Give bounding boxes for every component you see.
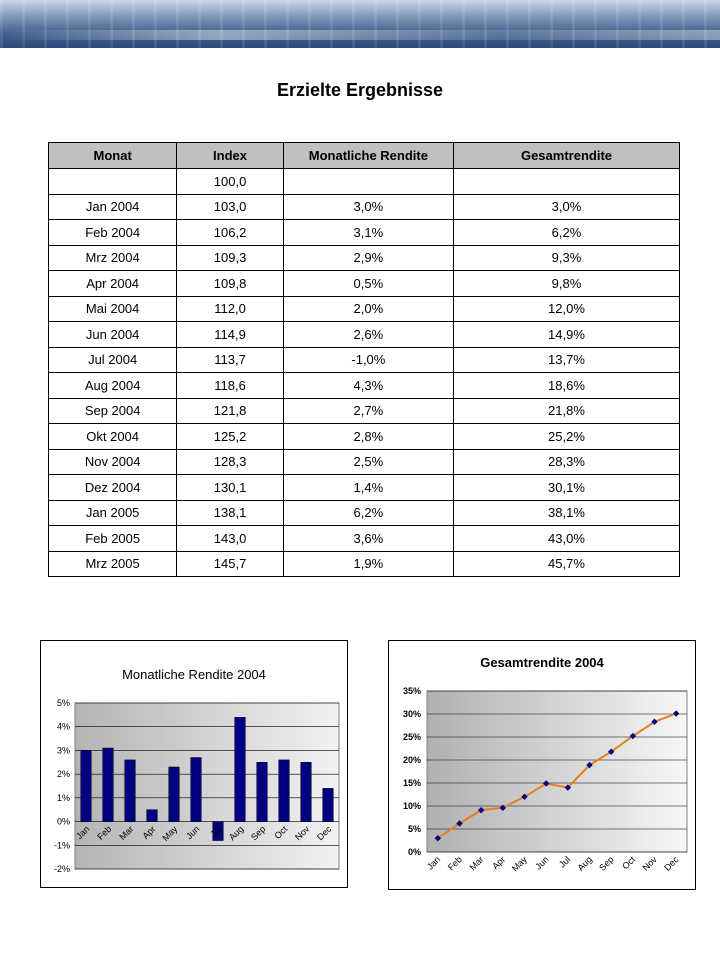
- cell-total-return: 14,9%: [453, 322, 679, 348]
- x-tick-label: May: [509, 854, 529, 874]
- cell-month: Mai 2004: [49, 296, 177, 322]
- cell-month: Feb 2004: [49, 220, 177, 246]
- y-tick-label: 35%: [402, 686, 421, 696]
- y-tick-label: 0%: [407, 847, 421, 857]
- y-tick-label: 10%: [402, 801, 421, 811]
- cell-total-return: 6,2%: [453, 220, 679, 246]
- cell-index: 121,8: [177, 398, 283, 424]
- table-row: [49, 500, 680, 526]
- cell-month: Apr 2004: [49, 271, 177, 297]
- cell-index: 145,7: [177, 551, 283, 577]
- cell-month: Mrz 2004: [49, 245, 177, 271]
- cell-total-return: [453, 169, 679, 195]
- cell-total-return: 38,1%: [453, 500, 679, 526]
- cell-month: Jan 2004: [49, 194, 177, 220]
- table-header-row: [49, 143, 680, 169]
- cell-monthly-return: 3,1%: [283, 220, 453, 246]
- results-table: [48, 142, 680, 577]
- bar-jan: [81, 750, 92, 821]
- table-row: [49, 398, 680, 424]
- cell-total-return: 45,7%: [453, 551, 679, 577]
- x-tick-label: Dec: [315, 823, 334, 843]
- table-row: [49, 322, 680, 348]
- table-row: [49, 169, 680, 195]
- bar-feb: [103, 748, 114, 822]
- cell-total-return: 43,0%: [453, 526, 679, 552]
- cell-month: [49, 169, 177, 195]
- table-row: [49, 296, 680, 322]
- cell-total-return: 28,3%: [453, 449, 679, 475]
- column-header-total-return: Gesamtrendite: [453, 143, 679, 169]
- table-row: [49, 424, 680, 450]
- bar-apr: [147, 810, 158, 822]
- y-tick-label: 3%: [56, 745, 70, 756]
- cell-total-return: 9,8%: [453, 271, 679, 297]
- x-tick-label: May: [160, 823, 180, 844]
- column-header-monthly-return: Monatliche Rendite: [283, 143, 453, 169]
- cell-month: Aug 2004: [49, 373, 177, 399]
- cell-month: Dez 2004: [49, 475, 177, 501]
- cell-monthly-return: 4,3%: [283, 373, 453, 399]
- cell-index: 143,0: [177, 526, 283, 552]
- x-tick-label: Jan: [424, 854, 443, 872]
- y-tick-label: 15%: [402, 778, 421, 788]
- x-tick-label: Jan: [74, 823, 92, 842]
- x-tick-label: Sep: [597, 854, 616, 873]
- table-row: [49, 347, 680, 373]
- cell-monthly-return: 1,9%: [283, 551, 453, 577]
- cell-index: 130,1: [177, 475, 283, 501]
- x-tick-label: Aug: [227, 823, 246, 843]
- column-header-index: Index: [177, 143, 283, 169]
- cell-monthly-return: -1,0%: [283, 347, 453, 373]
- table-row: [49, 194, 680, 220]
- table-row: [49, 449, 680, 475]
- chart-title: Gesamtrendite 2004: [480, 655, 604, 670]
- y-tick-label: 0%: [56, 816, 70, 827]
- cell-index: 109,3: [177, 245, 283, 271]
- y-tick-label: 4%: [56, 721, 70, 732]
- x-tick-label: Aug: [575, 854, 594, 873]
- cell-index: 103,0: [177, 194, 283, 220]
- x-tick-label: Oct: [620, 854, 638, 872]
- table-body: [49, 169, 680, 577]
- cell-monthly-return: 2,7%: [283, 398, 453, 424]
- cell-monthly-return: 3,6%: [283, 526, 453, 552]
- cell-monthly-return: 3,0%: [283, 194, 453, 220]
- cell-month: Sep 2004: [49, 398, 177, 424]
- bar-sep: [257, 762, 268, 821]
- cell-monthly-return: 2,9%: [283, 245, 453, 271]
- y-tick-label: 2%: [56, 769, 70, 780]
- y-tick-label: 25%: [402, 732, 421, 742]
- cell-monthly-return: 2,8%: [283, 424, 453, 450]
- x-tick-label: Jul: [557, 854, 573, 870]
- chart-title: Monatliche Rendite 2004: [122, 667, 266, 682]
- x-tick-label: Jul: [208, 823, 224, 840]
- cell-month: Nov 2004: [49, 449, 177, 475]
- x-tick-label: Oct: [272, 823, 290, 841]
- cell-index: 118,6: [177, 373, 283, 399]
- x-tick-label: Mar: [467, 854, 486, 873]
- bar-aug: [235, 717, 246, 821]
- y-tick-label: 5%: [407, 824, 421, 834]
- x-tick-label: Sep: [249, 823, 268, 843]
- bar-mar: [125, 760, 136, 822]
- cell-total-return: 3,0%: [453, 194, 679, 220]
- x-tick-label: Nov: [640, 854, 659, 873]
- y-tick-label: 1%: [56, 792, 70, 803]
- cell-monthly-return: 2,0%: [283, 296, 453, 322]
- cell-month: Jun 2004: [49, 322, 177, 348]
- monthly-return-chart-svg: [41, 641, 347, 887]
- monthly-return-chart: [40, 640, 348, 888]
- table-row: [49, 373, 680, 399]
- cell-total-return: 25,2%: [453, 424, 679, 450]
- y-tick-label: 30%: [402, 709, 421, 719]
- x-tick-label: Mar: [117, 823, 136, 842]
- cell-total-return: 30,1%: [453, 475, 679, 501]
- bar-nov: [301, 762, 312, 821]
- cell-index: 113,7: [177, 347, 283, 373]
- column-header-month: Monat: [49, 143, 177, 169]
- plot-area: [427, 691, 687, 852]
- bar-jun: [191, 758, 202, 822]
- bar-oct: [279, 760, 290, 822]
- cell-total-return: 12,0%: [453, 296, 679, 322]
- total-return-chart-svg: [389, 641, 695, 889]
- cell-monthly-return: 1,4%: [283, 475, 453, 501]
- cell-monthly-return: 2,5%: [283, 449, 453, 475]
- bar-dec: [323, 788, 334, 821]
- header-banner: [0, 0, 720, 48]
- cell-month: Mrz 2005: [49, 551, 177, 577]
- cell-monthly-return: 6,2%: [283, 500, 453, 526]
- y-tick-label: -1%: [53, 840, 70, 851]
- x-tick-label: Dec: [662, 854, 681, 873]
- x-tick-label: Jun: [184, 823, 202, 842]
- y-tick-label: 5%: [56, 698, 70, 708]
- cell-index: 138,1: [177, 500, 283, 526]
- x-tick-label: Apr: [140, 823, 158, 841]
- cell-index: 114,9: [177, 322, 283, 348]
- plot-area: [75, 703, 339, 869]
- table-row: [49, 526, 680, 552]
- y-tick-label: -2%: [53, 864, 70, 874]
- cell-month: Okt 2004: [49, 424, 177, 450]
- cell-monthly-return: 0,5%: [283, 271, 453, 297]
- bar-may: [169, 767, 180, 822]
- table-row: [49, 220, 680, 246]
- cell-index: 128,3: [177, 449, 283, 475]
- y-tick-label: 20%: [402, 755, 421, 765]
- cell-index: 125,2: [177, 424, 283, 450]
- table-row: [49, 551, 680, 577]
- cell-monthly-return: [283, 169, 453, 195]
- x-tick-label: Feb: [445, 854, 464, 873]
- table-row: [49, 475, 680, 501]
- cell-month: Feb 2005: [49, 526, 177, 552]
- cell-total-return: 18,6%: [453, 373, 679, 399]
- cell-total-return: 9,3%: [453, 245, 679, 271]
- x-tick-label: Jun: [533, 854, 551, 872]
- cell-month: Jan 2005: [49, 500, 177, 526]
- cell-index: 109,8: [177, 271, 283, 297]
- page-title: Erzielte Ergebnisse: [276, 80, 444, 100]
- cell-index: 106,2: [177, 220, 283, 246]
- x-tick-label: Feb: [95, 823, 114, 842]
- banner-decoration: [0, 30, 720, 40]
- cell-index: 100,0: [177, 169, 283, 195]
- cell-total-return: 13,7%: [453, 347, 679, 373]
- cell-month: Jul 2004: [49, 347, 177, 373]
- cell-index: 112,0: [177, 296, 283, 322]
- x-tick-label: Apr: [490, 854, 508, 872]
- total-return-chart: [388, 640, 696, 890]
- cell-total-return: 21,8%: [453, 398, 679, 424]
- table-row: [49, 271, 680, 297]
- cell-monthly-return: 2,6%: [283, 322, 453, 348]
- x-tick-label: Nov: [293, 823, 312, 843]
- table-row: [49, 245, 680, 271]
